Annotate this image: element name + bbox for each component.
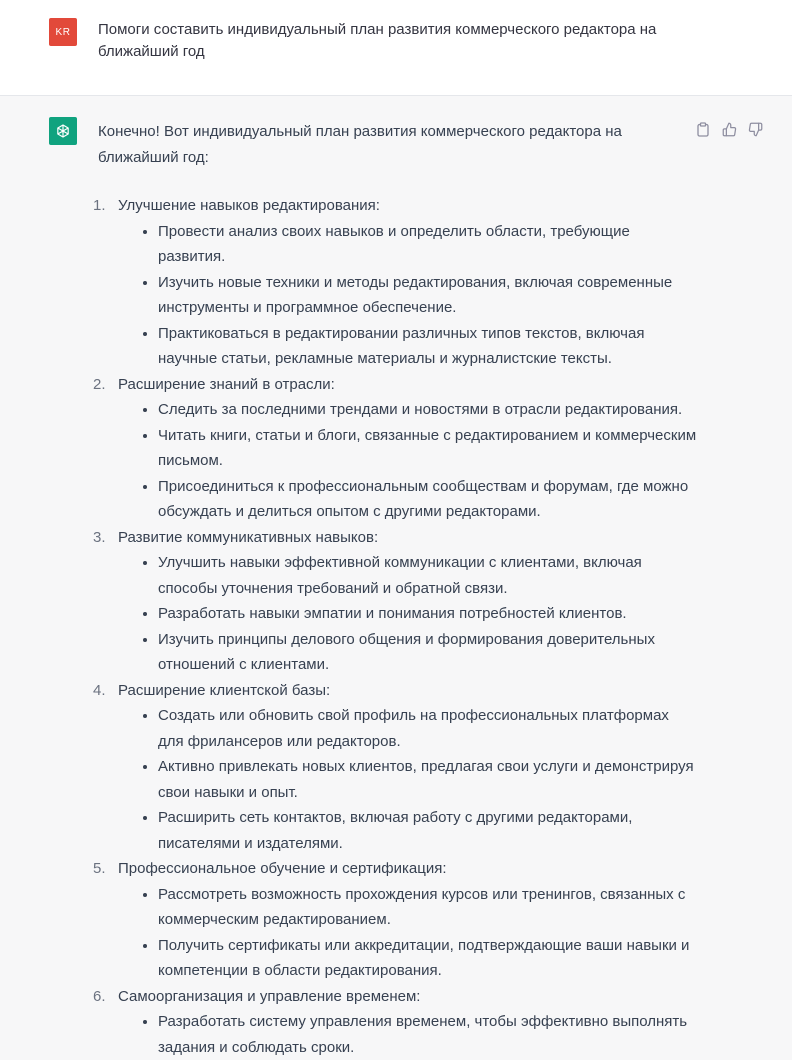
list-item: Изучить новые техники и методы редактирования, включая современные инструменты и программное обеспечение. [138, 270, 698, 321]
list-item: Активно привлекать новых клиентов, предлагая свои услуги и демонстрируя свои навыки и опыт. [138, 754, 698, 805]
list-item: Читать книги, статьи и блоги, связанные с редактированием и коммерческим письмом. [138, 423, 698, 474]
section-number: 6. [93, 984, 106, 1010]
section-items [118, 1009, 698, 1060]
plan-list [98, 193, 698, 1060]
thumbs-up-button[interactable] [720, 120, 738, 138]
section-items [118, 550, 698, 678]
section-items [118, 397, 698, 525]
message-actions [694, 120, 764, 138]
section-items [118, 703, 698, 856]
list-item: Следить за последними трендами и новостями в отрасли редактирования. [138, 397, 698, 423]
assistant-message-content [98, 119, 698, 1060]
section-number: 2. [93, 372, 106, 398]
list-item: Получить сертификаты или аккредитации, подтверждающие ваши навыки и компетенции в области редактирования. [138, 933, 698, 984]
plan-section [98, 856, 698, 984]
section-title: Расширение клиентской базы: [118, 682, 330, 699]
section-title: Самоорганизация и управление временем: [118, 988, 420, 1005]
list-item: Изучить принципы делового общения и формирования доверительных отношений с клиентами. [138, 627, 698, 678]
section-title: Расширение знаний в отрасли: [118, 376, 335, 393]
thumbs-down-button[interactable] [746, 120, 764, 138]
openai-logo-icon [49, 117, 77, 145]
section-number: 1. [93, 193, 106, 219]
section-number: 4. [93, 678, 106, 704]
section-title: Улучшение навыков редактирования: [118, 197, 380, 214]
list-item: Разработать систему управления временем, чтобы эффективно выполнять задания и соблюдать сроки. [138, 1009, 698, 1060]
section-number: 5. [93, 856, 106, 882]
list-item: Улучшить навыки эффективной коммуникации с клиентами, включая способы уточнения требований и обратной связи. [138, 550, 698, 601]
list-item: Разработать навыки эмпатии и понимания потребностей клиентов. [138, 601, 698, 627]
section-number: 3. [93, 525, 106, 551]
user-avatar [49, 18, 77, 46]
plan-section [98, 193, 698, 372]
assistant-message-block [0, 96, 792, 1024]
thumbs-down-icon [748, 122, 763, 137]
user-message-text: Помоги составить индивидуальный план развития коммерческого редактора на ближайший год [98, 19, 678, 63]
list-item: Провести анализ своих навыков и определить области, требующие развития. [138, 219, 698, 270]
list-item: Присоединиться к профессиональным сообществам и форумам, где можно обсуждать и делиться опытом с другими редакторами. [138, 474, 698, 525]
section-title: Профессиональное обучение и сертификация: [118, 860, 447, 877]
list-item: Рассмотреть возможность прохождения курсов или тренингов, связанных с коммерческим редактированием. [138, 882, 698, 933]
list-item: Практиковаться в редактировании различных типов текстов, включая научные статьи, рекламные материалы и журналистские тексты. [138, 321, 698, 372]
list-item: Расширить сеть контактов, включая работу с другими редакторами, писателями и издателями. [138, 805, 698, 856]
user-initials: KR [56, 27, 71, 38]
assistant-intro: Конечно! Вот индивидуальный план развития коммерческого редактора на ближайший год: [98, 119, 698, 170]
section-items [118, 882, 698, 984]
section-title: Развитие коммуникативных навыков: [118, 529, 378, 546]
plan-section [98, 372, 698, 525]
plan-section [98, 984, 698, 1060]
list-item: Создать или обновить свой профиль на профессиональных платформах для фрилансеров или редакторов. [138, 703, 698, 754]
plan-section [98, 678, 698, 857]
section-items [118, 219, 698, 372]
thumbs-up-icon [722, 122, 737, 137]
clipboard-icon [696, 122, 710, 137]
user-message-block [0, 0, 792, 96]
plan-section [98, 525, 698, 678]
